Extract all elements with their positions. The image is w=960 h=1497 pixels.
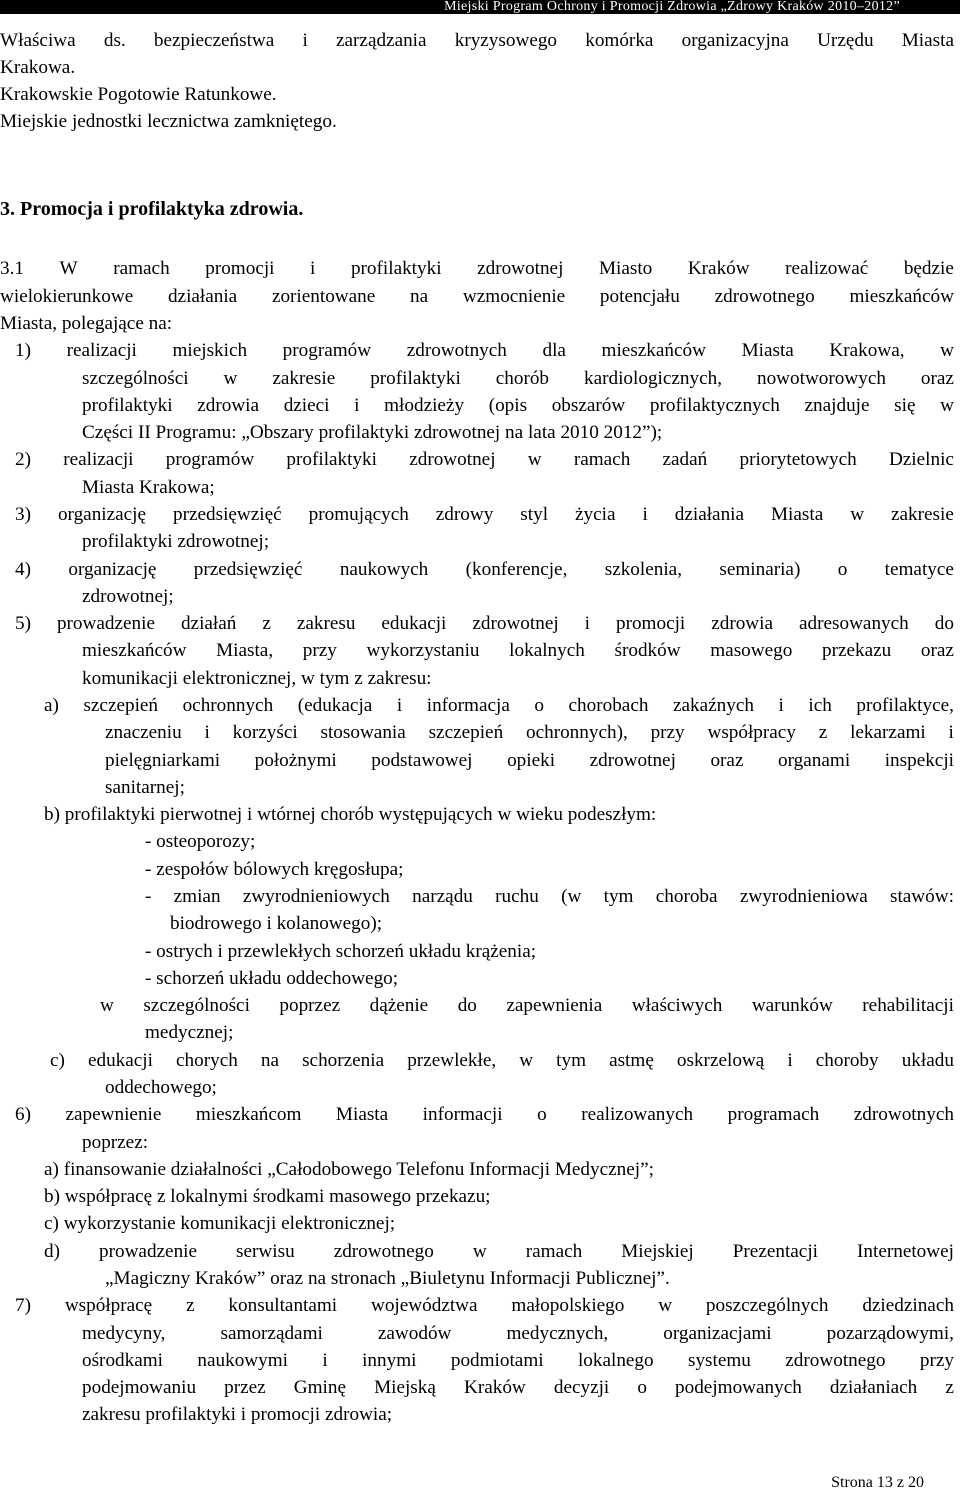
text-line: Miejskie jednostki lecznictwa zamkniętego.: [0, 111, 337, 132]
running-header: [0, 0, 960, 14]
text-line: 4) organizację przedsięwzięć naukowych (konferencje, szkolenia, seminaria) o tematyce: [15, 559, 954, 580]
text-line: profilaktyki zdrowia dzieci i młodzieży (opis obszarów profilaktycznych znajduje się w: [82, 395, 954, 416]
text-line: „Magiczny Kraków” oraz na stronach „Biuletynu Informacji Publicznej”.: [105, 1268, 670, 1289]
text-line: b) profilaktyki pierwotnej i wtórnej chorób występujących w wieku podeszłym:: [44, 804, 657, 825]
text-line: zakresu profilaktyki i promocji zdrowia;: [82, 1404, 393, 1425]
text-line: znaczeniu i korzyści stosowania szczepień ochronnych), przy współpracy z lekarzami i: [105, 722, 954, 743]
text-line: 5) prowadzenie działań z zakresu edukacji zdrowotnej i promocji zdrowia adresowanych do: [15, 613, 954, 634]
text-line: Części II Programu: „Obszary profilaktyki zdrowotnej na lata 2010 2012”);: [82, 422, 663, 443]
text-line: - zmian zwyrodnieniowych narządu ruchu (w tym choroba zwyrodnieniowa stawów:: [145, 886, 954, 907]
text-line: a) finansowanie działalności „Całodobowego Telefonu Informacji Medycznej”;: [44, 1159, 654, 1180]
text-line: 2) realizacji programów profilaktyki zdrowotnej w ramach zadań priorytetowych Dzielnic: [15, 449, 954, 470]
page-number: Strona 13 z 20: [831, 1474, 924, 1491]
text-line: oddechowego;: [105, 1077, 217, 1098]
text-line: szczególności w zakresie profilaktyki chorób kardiologicznych, nowotworowych oraz: [82, 368, 954, 389]
section-heading: 3. Promocja i profilaktyka zdrowia.: [0, 198, 304, 220]
text-line: zdrowotnej;: [82, 586, 174, 607]
text-line: Krakowa.: [0, 57, 76, 78]
text-line: 3.1 W ramach promocji i profilaktyki zdrowotnej Miasto Kraków realizować będzie: [0, 258, 954, 279]
text-line: komunikacji elektronicznej, w tym z zakresu:: [82, 668, 432, 689]
text-line: poprzez:: [82, 1132, 149, 1153]
text-line: mieszkańców Miasta, przy wykorzystaniu lokalnych środków masowego przekazu oraz: [82, 640, 954, 661]
text-line: medycznej;: [145, 1022, 234, 1043]
text-line: wielokierunkowe działania zorientowane na wzmocnienie potencjału zdrowotnego mieszkańców: [0, 286, 954, 307]
text-line: a) szczepień ochronnych (edukacja i informacja o chorobach zakaźnych i ich profilaktyce,: [44, 695, 954, 716]
text-line: b) współpracę z lokalnymi środkami masowego przekazu;: [44, 1186, 491, 1207]
text-line: 6) zapewnienie mieszkańcom Miasta informacji o realizowanych programach zdrowotnych: [15, 1104, 954, 1125]
text-line: - ostrych i przewlekłych schorzeń układu krążenia;: [145, 941, 537, 962]
text-line: profilaktyki zdrowotnej;: [82, 531, 270, 552]
text-line: ośrodkami naukowymi i innymi podmiotami lokalnego systemu zdrowotnego przy: [82, 1350, 954, 1371]
text-line: - zespołów bólowych kręgosłupa;: [145, 859, 404, 880]
text-line: pielęgniarkami położnymi podstawowej opieki zdrowotnej oraz organami inspekcji: [105, 750, 954, 771]
text-line: w szczególności poprzez dążenie do zapewnienia właściwych warunków rehabilitacji: [100, 995, 954, 1016]
text-line: biodrowego i kolanowego);: [170, 913, 383, 934]
text-line: sanitarnej;: [105, 777, 185, 798]
text-line: d) prowadzenie serwisu zdrowotnego w ramach Miejskiej Prezentacji Internetowej: [44, 1241, 954, 1262]
text-line: Miasta, polegające na:: [0, 313, 173, 334]
text-line: medycyny, samorządami zawodów medycznych, organizacjami pozarządowymi,: [82, 1323, 954, 1344]
text-line: c) edukacji chorych na schorzenia przewlekłe, w tym astmę oskrzelową i choroby układu: [50, 1050, 954, 1071]
text-line: 3) organizację przedsięwzięć promujących zdrowy styl życia i działania Miasta w zakresie: [15, 504, 954, 525]
header-title: Miejski Program Ochrony i Promocji Zdrowia „Zdrowy Kraków 2010–2012”: [444, 0, 900, 14]
text-line: podejmowaniu przez Gminę Miejską Kraków decyzji o podejmowanych działaniach z: [82, 1377, 954, 1398]
text-line: 7) współpracę z konsultantami województwa małopolskiego w poszczególnych dziedzinach: [15, 1295, 954, 1316]
text-line: Właściwa ds. bezpieczeństwa i zarządzania kryzysowego komórka organizacyjna Urzędu Miasta: [0, 30, 954, 51]
text-line: Miasta Krakowa;: [82, 477, 215, 498]
text-line: 1) realizacji miejskich programów zdrowotnych dla mieszkańców Miasta Krakowa, w: [15, 340, 954, 361]
text-line: Krakowskie Pogotowie Ratunkowe.: [0, 84, 277, 105]
text-line: - osteoporozy;: [145, 831, 256, 852]
text-line: - schorzeń układu oddechowego;: [145, 968, 399, 989]
text-line: c) wykorzystanie komunikacji elektronicznej;: [44, 1213, 396, 1234]
